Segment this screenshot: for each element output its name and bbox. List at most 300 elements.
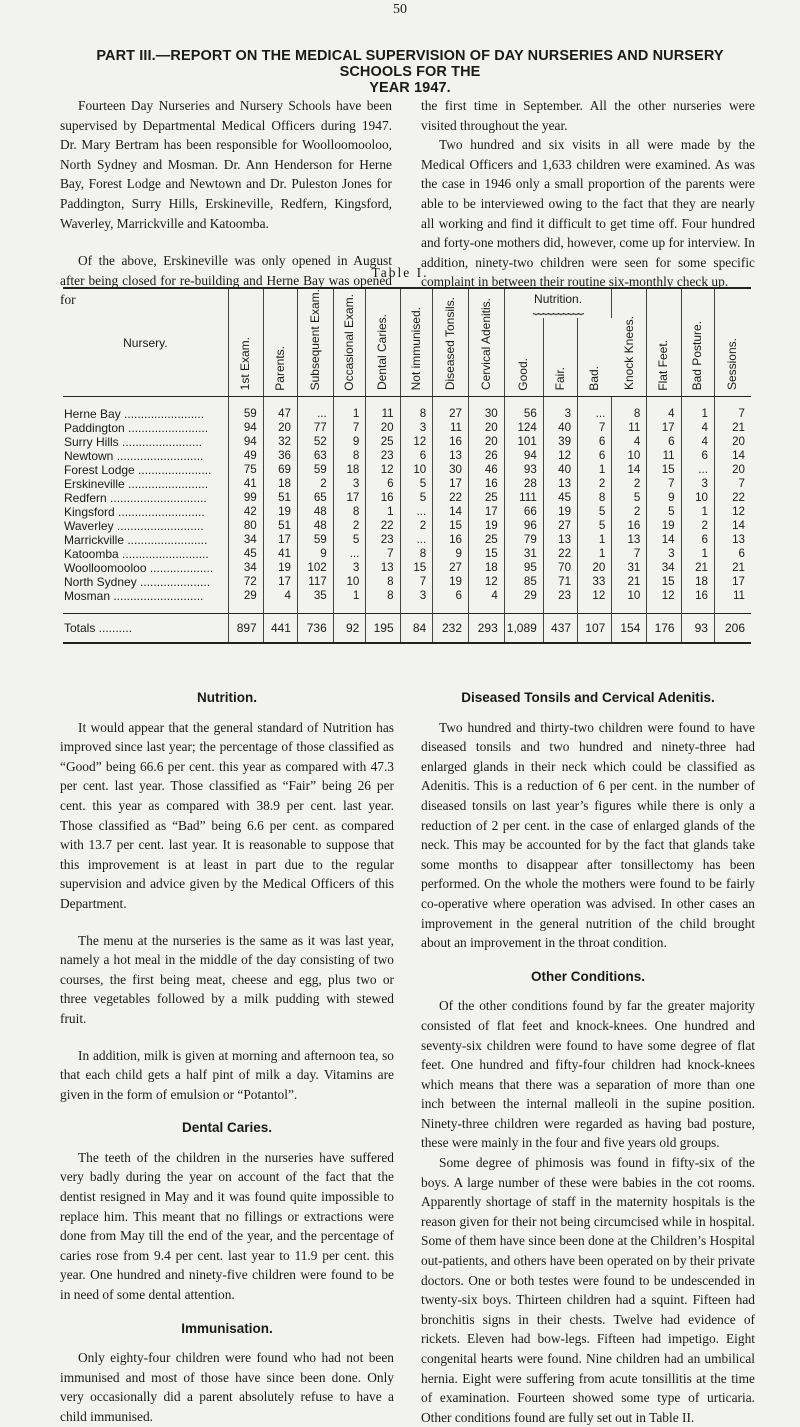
spacer-cell	[333, 603, 366, 614]
table-cell: 29	[228, 589, 263, 603]
spacer-cell	[469, 397, 505, 408]
spacer-row	[63, 397, 751, 408]
title-line-2: YEAR 1947.	[369, 80, 451, 96]
table-cell: 52	[297, 435, 333, 449]
table-cell: 17	[333, 491, 366, 505]
table-cell: 51	[263, 519, 297, 533]
spacer-cell	[578, 603, 612, 614]
spacer-cell	[504, 603, 543, 614]
table-cell: 195	[366, 614, 400, 644]
table-cell: 19	[469, 519, 505, 533]
spacer-cell	[714, 603, 751, 614]
table-cell: 51	[263, 491, 297, 505]
table-cell: 7	[738, 477, 745, 491]
table-cell: 16	[681, 589, 714, 603]
row-label: Forest Lodge ......................	[63, 463, 228, 477]
spacer-cell	[366, 603, 400, 614]
heading-dental-caries: Dental Caries.	[181, 1120, 273, 1136]
spacer-cell	[297, 603, 333, 614]
lower-right-column	[421, 688, 755, 1427]
table-cell: 49	[228, 449, 263, 463]
intro-paragraph-3: Two hundred and six visits in all were made by the Medical Officers and 1,633 children were examined. As was the case in 1946 only a small proportion of the parents were able to be interviewed owing to the fact that they are nearly all working and find it difficult to get time off. Four hundred and forty-one mothers did, however, come up for interview. In addition, ninety-two children were seen for some specific complaint in between their routine six-monthly check up.	[421, 137, 755, 290]
table-cell: 20	[263, 421, 297, 435]
table-cell: 5	[578, 519, 612, 533]
nutrition-paragraph-1: It would appear that the general standard of Nutrition has improved since last year; the percentage of those classified as “Good” being 66.6 per cent. this year as compared with 47.3 per cent. last year. Those classified as “Fair” being 26 per cent. this year as compared with 38.9 per cent. last year. Those classified as “Bad” being 6.6 per cent. as compared with 13.7 per cent. last year. It is reasonable to suppose that this improvement is at least in part due to the regular supervision and advice given by the Medical Officers of this Department.	[60, 719, 394, 911]
header-fair: Fair.	[552, 367, 567, 391]
spacer-cell	[228, 603, 263, 614]
nutrition-paragraph-3: In addition, milk is given at morning and afternoon tea, so that each child gets a half pint of milk a day. Vitamins are given in the form of emulsion or “Potantol”.	[60, 1047, 394, 1102]
table-row	[63, 519, 751, 533]
intro-paragraph-2a: Of the above, Erskineville was only opened in August after being closed for re-building and Herne Bay was opened for	[60, 253, 392, 308]
spacer-cell	[433, 397, 469, 408]
header-1st-exam: 1st Exam.	[238, 337, 253, 391]
table-cell: 45	[228, 547, 263, 561]
table-cell: 154	[612, 614, 647, 644]
table-cell: 17	[469, 505, 505, 519]
table-cell: 7	[333, 421, 366, 435]
row-label: Surry Hills ........................	[63, 435, 228, 449]
table-cell: 29	[504, 589, 543, 603]
table-cell: 15	[400, 561, 433, 575]
spacer-cell	[504, 397, 543, 408]
table-row	[63, 435, 751, 449]
table-cell: 2	[333, 519, 366, 533]
table-cell: 11	[732, 589, 745, 603]
table-cell: 59	[228, 407, 263, 421]
table-cell: 10	[333, 575, 366, 589]
lower-left-column	[60, 688, 394, 1427]
table-cell: 13	[612, 533, 647, 547]
spacer-cell	[543, 603, 577, 614]
table-cell: 17	[732, 575, 745, 589]
table-cell: 72	[228, 575, 263, 589]
header-nutrition	[504, 288, 612, 318]
table-cell: 19	[647, 519, 681, 533]
table-cell: 117	[297, 575, 333, 589]
table-cell: 35	[297, 589, 333, 603]
header-bad-posture: Bad Posture.	[690, 321, 705, 391]
table-cell: ...	[578, 407, 612, 421]
table-cell: 31	[504, 547, 543, 561]
table-row	[63, 533, 751, 547]
table-cell: 17	[263, 575, 297, 589]
table-cell: 7	[612, 547, 647, 561]
table-cell: 206	[714, 614, 751, 644]
table-cell: 96	[504, 519, 543, 533]
table-cell: 107	[578, 614, 612, 644]
table-cell: 5	[400, 477, 433, 491]
table-cell: 10	[612, 589, 647, 603]
header-parents: Parents.	[272, 345, 287, 391]
table-cell: 71	[543, 575, 577, 589]
table-cell: 101	[504, 435, 543, 449]
table-cell: 16	[612, 519, 647, 533]
table-cell: 6	[681, 533, 714, 547]
table-cell: 11	[647, 449, 681, 463]
table-cell: 17	[647, 421, 681, 435]
table-cell: 11	[612, 421, 647, 435]
table-row	[63, 561, 751, 575]
table-cell: 15	[647, 575, 681, 589]
table-cell: 6	[647, 435, 681, 449]
row-label: Totals ..........	[63, 614, 228, 644]
table-cell: 1	[366, 505, 400, 519]
table-cell: 1	[681, 407, 714, 421]
table-cell: 93	[504, 463, 543, 477]
table-cell: 93	[681, 614, 714, 644]
table-cell: 6	[433, 589, 469, 603]
table-cell: 9	[333, 435, 366, 449]
table-cell: 8	[578, 491, 612, 505]
title-line-1: PART III.—REPORT ON THE MEDICAL SUPERVISION OF DAY NURSERIES AND NURSERY SCHOOLS FOR THE	[96, 48, 724, 80]
table-cell: 28	[504, 477, 543, 491]
spacer-cell	[612, 603, 647, 614]
header-sessions: Sessions.	[725, 338, 740, 391]
table-cell: 441	[263, 614, 297, 644]
table-cell: 8	[400, 547, 433, 561]
table-cell: 7	[647, 477, 681, 491]
other-paragraph-2: Some degree of phimosis was found in fifty-six of the boys. A large number of these were babies in the cot rooms. Apparently shortage of staff in the maternity hospitals is the reason given for their not being circumcised while in hospital. Some of them have since been done at the Children’s Hospital out-patients, and others have been operated on by their private doctors. One or both testes were found to be undescended in twenty-six boys. Thirteen children had a squint. Fifteen had bronchitis signs in their chests. Twelve had evidence of rickets. Eleven had bow-legs. Fifteen had impetigo. Eight congenital hearts were found. Nine children had an umbilical hernia. Eight were suffering from acute tonsillitis at the time of examination. Fourteen showed some type of urticaria. Other conditions found are fully set out in Table II.	[421, 1155, 755, 1425]
table-cell: 232	[433, 614, 469, 644]
table-cell: 95	[504, 561, 543, 575]
row-label: Herne Bay ........................	[63, 407, 228, 421]
table-cell: 102	[297, 561, 333, 575]
table-cell: 1	[681, 547, 714, 561]
table-cell: 16	[433, 533, 469, 547]
table-cell: 92	[333, 614, 366, 644]
table-cell: 2	[578, 477, 612, 491]
table-cell: 6	[681, 449, 714, 463]
table-cell: 8	[612, 407, 647, 421]
table-cell: 11	[366, 407, 400, 421]
table-cell: 16	[469, 477, 505, 491]
table-cell: 4	[647, 407, 681, 421]
table-cell: 59	[297, 463, 333, 477]
table-row	[63, 421, 751, 435]
table-cell: 15	[433, 519, 469, 533]
table-cell: 79	[504, 533, 543, 547]
table-cell: 5	[578, 505, 612, 519]
table-cell: 42	[228, 505, 263, 519]
table-row	[63, 505, 751, 519]
table-cell: 77	[297, 421, 333, 435]
header-good: Good.	[516, 357, 531, 391]
table-cell: 22	[433, 491, 469, 505]
table-cell: 16	[366, 491, 400, 505]
table-cell: 84	[400, 614, 433, 644]
header-knock-knees: Knock Knees.	[621, 316, 636, 391]
row-label: North Sydney .....................	[63, 575, 228, 589]
table-cell: 12	[366, 463, 400, 477]
table-cell: 6	[578, 435, 612, 449]
totals-row	[63, 614, 751, 644]
table-cell: 99	[228, 491, 263, 505]
table-cell: 4	[681, 421, 714, 435]
table-cell: 1	[333, 407, 366, 421]
table-cell: 20	[732, 435, 745, 449]
nutrition-brace: ⏟⏟⏟⏟⏟⏟⏟⏟⏟⏟	[533, 304, 584, 316]
table-cell: 25	[366, 435, 400, 449]
table-cell: 1	[578, 547, 612, 561]
heading-immunisation: Immunisation.	[181, 1320, 273, 1336]
header-flat-feet: Flat Feet.	[656, 339, 671, 391]
table-cell: 20	[732, 463, 745, 477]
table-cell: 4	[612, 435, 647, 449]
table-cell: 40	[543, 463, 577, 477]
table-row	[63, 449, 751, 463]
table-cell: 6	[738, 547, 745, 561]
table-cell: 10	[612, 449, 647, 463]
table-cell: 21	[612, 575, 647, 589]
table-cell: ...	[297, 407, 333, 421]
table-cell: 33	[578, 575, 612, 589]
row-label: Kingsford ..........................	[63, 505, 228, 519]
table-cell: 18	[333, 463, 366, 477]
table-body	[63, 397, 751, 644]
table-row	[63, 575, 751, 589]
table-cell: 17	[263, 533, 297, 547]
table-cell: 5	[647, 505, 681, 519]
row-label: Mosman ...........................	[63, 589, 228, 603]
table-row	[63, 407, 751, 421]
table-cell: 32	[263, 435, 297, 449]
dental-paragraph-1: The teeth of the children in the nurseries have suffered very badly during the year on account of the fact that the dentist resigned in May and it was found quite impossible to replace him. This meant that no fillings or extractions were done from May till the end of the year, and the percentage of caries rose from 9.4 per cent. last year to 11.9 per cent. this year. One hundred and ninety-five children were found to be in need of some dental attention.	[60, 1149, 394, 1303]
spacer-cell	[612, 397, 647, 408]
spacer-cell	[469, 603, 505, 614]
table-cell: 13	[732, 533, 745, 547]
report-title	[60, 48, 760, 96]
header-not-immunised: Not immunised.	[408, 307, 423, 391]
table-cell: 70	[543, 561, 577, 575]
table-row	[63, 463, 751, 477]
table-cell: 14	[732, 449, 745, 463]
table-cell: 12	[732, 505, 745, 519]
spacer-cell	[263, 397, 297, 408]
spacer-cell	[647, 397, 681, 408]
table-cell: 31	[612, 561, 647, 575]
spacer-cell	[433, 603, 469, 614]
table-cell: 12	[647, 589, 681, 603]
table-cell: 39	[543, 435, 577, 449]
page-number: 50	[393, 2, 407, 17]
table-cell: 8	[400, 407, 433, 421]
table-caption: Table I.	[371, 265, 429, 280]
table-cell: 3	[333, 561, 366, 575]
header-diseased-tonsils: Diseased Tonsils.	[443, 297, 458, 391]
table-cell: 5	[333, 533, 366, 547]
table-cell: 27	[433, 407, 469, 421]
table-cell: 1	[578, 533, 612, 547]
intro-paragraph-1: Fourteen Day Nurseries and Nursery Schools have been supervised by Departmental Medical Officers during 1947. Dr. Mary Bertram has been responsible for Woolloomooloo, North Sydney and Mosman. Dr. Ann Henderson for Herne Bay, Forest Lodge and Newtown and Dr. Puleston Jones for Paddington, Surry Hills, Erskineville, Redfern, Kingsford, Waverley, Marrickville and Katoomba.	[60, 98, 392, 231]
heading-tonsils: Diseased Tonsils and Cervical Adenitis.	[461, 690, 715, 705]
table-cell: 12	[400, 435, 433, 449]
header-nursery: Nursery.	[63, 288, 228, 397]
spacer-cell	[400, 603, 433, 614]
table-cell: 1	[681, 505, 714, 519]
spacer-cell	[400, 397, 433, 408]
table-cell: 8	[333, 505, 366, 519]
table-row	[63, 589, 751, 603]
table-cell: 4	[263, 589, 297, 603]
header-dental-caries: Dental Caries.	[375, 314, 390, 391]
table-cell: 25	[469, 533, 505, 547]
table-cell: 26	[469, 449, 505, 463]
spacer-cell	[714, 397, 751, 408]
spacer-cell	[63, 603, 228, 614]
other-paragraph-1: Of the other conditions found by far the greater majority consisted of flat feet and knock-knees. One hundred and seventy-six children were found to have some degree of flat feet. One hundred and fifty-four children had knock-knees which means that there was a separation of more than one inch between the internal malleoli in the supine position. Ninety-three children were regarded as having bad posture, these were mainly in the four and five years old groups.	[421, 998, 755, 1151]
row-label: Waverley ..........................	[63, 519, 228, 533]
table-cell: ...	[400, 505, 433, 519]
table-cell: 13	[543, 533, 577, 547]
table-cell: 40	[543, 421, 577, 435]
table-cell: 736	[297, 614, 333, 644]
table-cell: 22	[732, 491, 745, 505]
table-1	[63, 287, 751, 644]
table-cell: 22	[543, 547, 577, 561]
table-cell: 2	[297, 477, 333, 491]
table-cell: 22	[366, 519, 400, 533]
table-cell: 21	[732, 561, 745, 575]
table-cell: 45	[543, 491, 577, 505]
spacer-cell	[543, 397, 577, 408]
table-cell: 3	[333, 477, 366, 491]
table-cell: 2	[612, 505, 647, 519]
table-cell: 7	[578, 421, 612, 435]
table-cell: 6	[578, 449, 612, 463]
table-cell: 2	[400, 519, 433, 533]
table-cell: 19	[433, 575, 469, 589]
table-cell: 124	[504, 421, 543, 435]
header-occasional-exam: Occasional Exam.	[342, 293, 357, 391]
table-cell: 69	[263, 463, 297, 477]
table-cell: 48	[297, 519, 333, 533]
table-cell: 56	[504, 407, 543, 421]
table-cell: 15	[469, 547, 505, 561]
table-cell: 34	[228, 561, 263, 575]
table-cell: 27	[433, 561, 469, 575]
table-cell: 20	[469, 421, 505, 435]
spacer-cell	[366, 397, 400, 408]
table-cell: 437	[543, 614, 577, 644]
table-cell: 2	[681, 519, 714, 533]
table-cell: 12	[543, 449, 577, 463]
table-cell: 9	[433, 547, 469, 561]
table-cell: 23	[366, 449, 400, 463]
table-cell: 12	[578, 589, 612, 603]
table-cell: 23	[543, 589, 577, 603]
table-row	[63, 477, 751, 491]
table-cell: 80	[228, 519, 263, 533]
table-cell: 19	[263, 561, 297, 575]
spacer-cell	[228, 397, 263, 408]
table-cell: 13	[433, 449, 469, 463]
table-cell: 4	[681, 435, 714, 449]
table-cell: 13	[543, 477, 577, 491]
immunisation-paragraph-1: Only eighty-four children were found who had not been immunised and most of those have since been done. Only very occasionally did a parent absolutely refuse to have a child immunised.	[60, 1350, 394, 1424]
table-cell: 14	[612, 463, 647, 477]
table-cell: 3	[400, 589, 433, 603]
table-cell: 7	[738, 407, 745, 421]
spacer-cell	[681, 397, 714, 408]
table-cell: 8	[333, 449, 366, 463]
spacer-cell	[263, 603, 297, 614]
table-cell: 19	[263, 505, 297, 519]
table-cell: 3	[543, 407, 577, 421]
spacer-cell	[63, 397, 228, 408]
intro-paragraph-2b: the first time in September. All the other nurseries were visited throughout the year.	[421, 98, 755, 133]
table-cell: 2	[612, 477, 647, 491]
table-cell: 94	[504, 449, 543, 463]
heading-nutrition: Nutrition.	[197, 690, 257, 705]
table-cell: 3	[400, 421, 433, 435]
table-cell: 30	[469, 407, 505, 421]
table-cell: 13	[366, 561, 400, 575]
table-cell: 15	[647, 463, 681, 477]
table-cell: 8	[366, 589, 400, 603]
table-cell: 111	[504, 491, 543, 505]
table-cell: 65	[297, 491, 333, 505]
header-subsequent-exam: Subsequent Exam.	[307, 289, 322, 391]
table-cell: 23	[366, 533, 400, 547]
row-label: Erskineville ........................	[63, 477, 228, 491]
table-cell: 19	[543, 505, 577, 519]
spacer-cell	[297, 397, 333, 408]
table-cell: ...	[681, 463, 714, 477]
table-row	[63, 491, 751, 505]
table-row	[63, 547, 751, 561]
row-label: Newtown ..........................	[63, 449, 228, 463]
table-cell: 9	[647, 491, 681, 505]
spacer-cell	[578, 397, 612, 408]
table-cell: 18	[263, 477, 297, 491]
tonsils-paragraph-1: Two hundred and thirty-two children were found to have diseased tonsils and two hundred and ninety-three had enlarged glands in their neck which could be classified as Adenitis. This is a reduction of 6 per cent. in the number of diseased tonsils on last year’s figures while there is only a reduction of 2 per cent. in the case of enlarged glands of the neck. This may be accounted for by the fact that glands take some months to disappear after tonsillectomy has been performed. On the whole the mothers were found to be fairly co-operative where operation was advised. In other cases an improvement in the general nutrition of the child brought about an improvement in the throat condition.	[421, 719, 755, 951]
table-cell: 34	[228, 533, 263, 547]
table-cell: 14	[732, 519, 745, 533]
table-cell: 14	[433, 505, 469, 519]
header-cervical-adenitis: Cervical Adenitis.	[478, 298, 493, 391]
table-cell: 18	[681, 575, 714, 589]
nutrition-label: Nutrition.	[534, 292, 583, 307]
table-cell: 75	[228, 463, 263, 477]
table-cell: 47	[263, 407, 297, 421]
table-cell: 27	[543, 519, 577, 533]
row-label: Redfern .............................	[63, 491, 228, 505]
table-cell: 20	[469, 435, 505, 449]
table-cell: 25	[469, 491, 505, 505]
table-cell: 59	[297, 533, 333, 547]
table-cell: 48	[297, 505, 333, 519]
table-cell: 30	[433, 463, 469, 477]
table-cell: 1	[578, 463, 612, 477]
table-cell: 3	[647, 547, 681, 561]
table-cell: 7	[400, 575, 433, 589]
table-cell: ...	[400, 533, 433, 547]
table-cell: 66	[504, 505, 543, 519]
table-cell: 20	[578, 561, 612, 575]
table-cell: 6	[400, 449, 433, 463]
heading-other-conditions: Other Conditions.	[531, 968, 645, 984]
table-cell: 46	[469, 463, 505, 477]
table-cell: 897	[228, 614, 263, 644]
spacer-cell	[333, 397, 366, 408]
table-cell: 16	[433, 435, 469, 449]
table-cell: 14	[647, 533, 681, 547]
table-cell: 21	[732, 421, 745, 435]
table-cell: 63	[297, 449, 333, 463]
spacer-cell	[681, 603, 714, 614]
table-cell: 20	[366, 421, 400, 435]
table-cell: 34	[647, 561, 681, 575]
